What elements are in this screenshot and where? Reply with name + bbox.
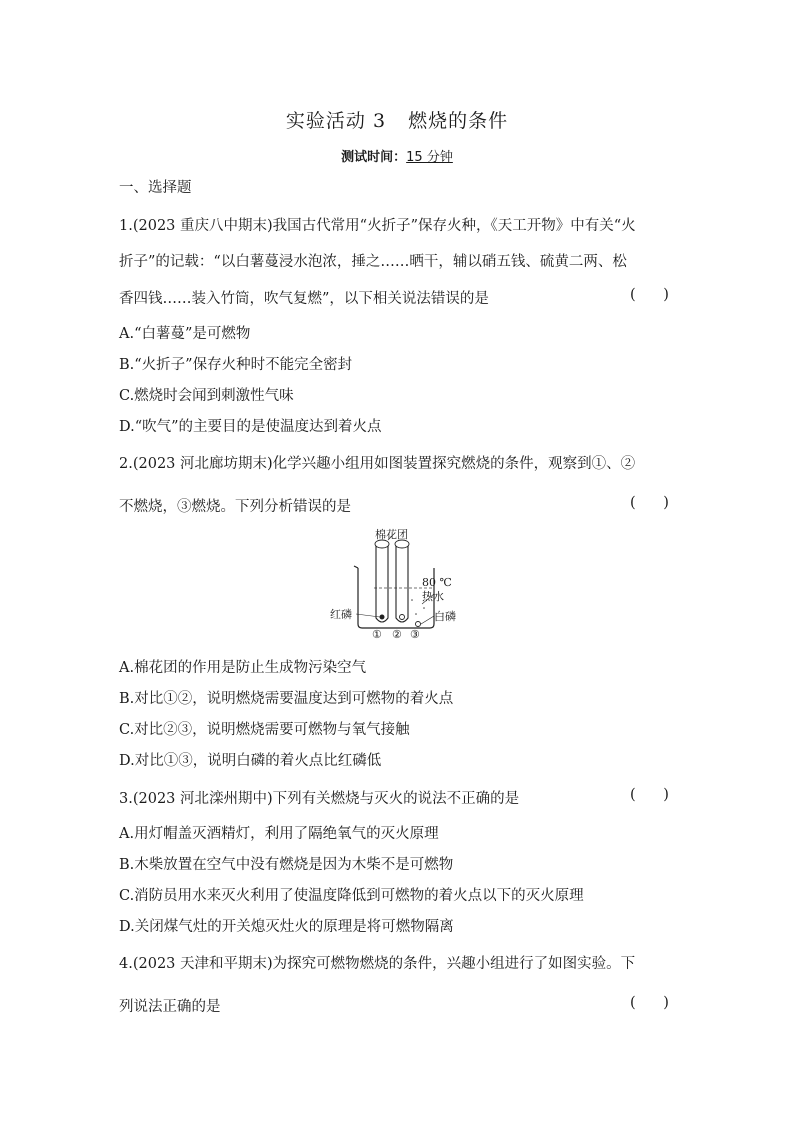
q2-line-1: 2.(2023 河北廊坊期末)化学兴趣小组用如图装置探究燃烧的条件，观察到①、② (119, 456, 636, 472)
page-title: 实验活动 3 燃烧的条件 (285, 110, 509, 132)
label-num-3: ③ (410, 628, 420, 640)
q1-option-d: D.“吹气”的主要目的是使温度达到着火点 (119, 419, 382, 435)
q3-option-c: C.消防员用水来灭火利用了使温度降低到可燃物的着火点以下的灭火原理 (119, 888, 584, 904)
q1-option-b: B.“火折子”保存火种时不能完全密封 (119, 357, 353, 373)
q2-option-a: A.棉花团的作用是防止生成物污染空气 (119, 660, 367, 676)
section-heading: 一、选择题 (119, 180, 192, 196)
label-red-phosphorus: 红磷 (330, 608, 352, 621)
q3-option-b: B.木柴放置在空气中没有燃烧是因为木柴不是可燃物 (119, 857, 454, 873)
q2-answer-blank: ( ) (630, 495, 669, 511)
q2-line-2: 不燃烧，③燃烧。下列分析错误的是 (119, 499, 351, 515)
label-white-phosphorus: 白磷 (434, 610, 456, 623)
q1-answer-blank: ( ) (630, 287, 669, 303)
q4-answer-blank: ( ) (630, 995, 669, 1011)
q3-option-a: A.用灯帽盖灭酒精灯，利用了隔绝氧气的灭火原理 (119, 826, 439, 842)
q4-line-1: 4.(2023 天津和平期末)为探究可燃物燃烧的条件，兴趣小组进行了如图实验。下 (119, 956, 636, 972)
q1-line-3: 香四钱……装入竹筒，吹气复燃”，以下相关说法错误的是 (119, 291, 489, 307)
q2-apparatus-figure (330, 528, 470, 640)
q3-option-d: D.关闭煤气灶的开关熄灭灶火的原理是将可燃物隔离 (119, 919, 454, 935)
label-hot-water: 热水 (422, 590, 444, 603)
q3-line-1: 3.(2023 河北滦州期中)下列有关燃烧与灭火的说法不正确的是 (119, 791, 520, 807)
q4-line-2: 列说法正确的是 (119, 999, 221, 1015)
label-num-1: ① (372, 628, 382, 640)
q1-option-c: C.燃烧时会闻到刺激性气味 (119, 388, 294, 404)
q1-option-a: A.“白薯蔓”是可燃物 (119, 326, 251, 342)
q1-line-2: 折子”的记载：“以白薯蔓浸水泡浓，捶之……晒干，辅以硝五钱、硫黄二两、松 (119, 254, 627, 270)
label-num-2: ② (392, 628, 402, 640)
q3-answer-blank: ( ) (630, 787, 669, 803)
q2-option-d: D.对比①③，说明白磷的着火点比红磷低 (119, 753, 382, 769)
label-temperature: 80 ℃ (422, 576, 452, 589)
q2-option-b: B.对比①②，说明燃烧需要温度达到可燃物的着火点 (119, 691, 454, 707)
test-time: 测试时间：15 分钟 (341, 150, 453, 165)
label-cotton: 棉花团 (375, 528, 408, 541)
q1-line-1: 1.(2023 重庆八中期末)我国古代常用“火折子”保存火种，《天工开物》中有关“火 (119, 218, 636, 234)
q2-option-c: C.对比②③，说明燃烧需要可燃物与氧气接触 (119, 722, 410, 738)
